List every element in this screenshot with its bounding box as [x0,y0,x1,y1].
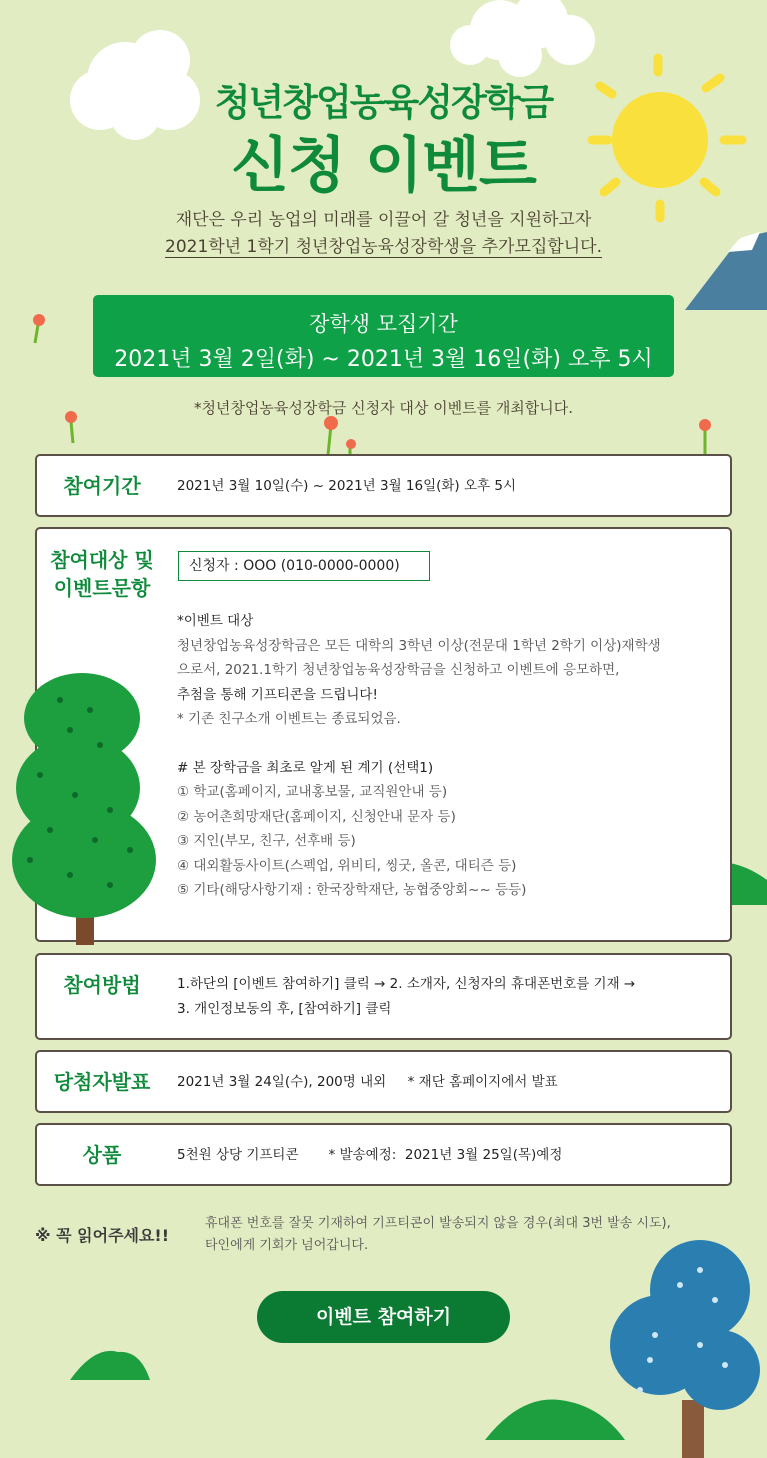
recruit-dates: 2021년 3월 2일(화) ~ 2021년 3월 16일(화) 오후 5시 [114,347,653,372]
option-3: ③ 지인(부모, 친구, 선후배 등) [177,833,356,849]
intro-line-2: 2021학년 1학기 청년창업농육성장학생을 추가모집합니다. [165,237,602,257]
method-label: 참여방법 [63,973,141,997]
method-line-2: 3. 개인정보동의 후, [참여하기] 클릭 [177,1001,392,1017]
recruit-label: 장학생 모집기간 [309,312,458,336]
warning-line-2: 타인에게 기회가 넘어갑니다. [205,1238,369,1253]
warning-text [205,1213,671,1257]
winners-label: 당첨자발표 [53,1070,151,1094]
option-2: ② 농어촌희망재단(홈페이지, 신청안내 문자 등) [177,808,456,825]
recruit-period-box [93,295,674,377]
option-1: ① 학교(홈페이지, 교내홍보물, 교직원안내 등) [177,784,448,800]
card-period [35,454,732,517]
period-label: 참여기간 [63,474,141,498]
bush-bottom-center [485,1400,625,1441]
target-line-2: 으로서, 2021.1학기 청년창업농육성장학금을 신청하고 이벤트에 응모하면, [177,662,620,678]
bush-bottom-left [70,1351,150,1380]
prize-label: 상품 [82,1143,122,1167]
prize-text: 5천원 상당 기프티콘 * 발송예정: 2021년 3월 25일(목)예정 [177,1147,563,1163]
page-subtitle: 신청 이벤트 [231,131,536,201]
period-text: 2021년 3월 10일(수) ~ 2021년 3월 16일(화) 오후 5시 [177,478,516,494]
card-winners [35,1050,732,1113]
participate-button[interactable]: 이벤트 참여하기 [257,1291,510,1343]
winners-text: 2021년 3월 24일(수), 200명 내외 * 재단 홈페이지에서 발표 [177,1074,558,1090]
target-label-2: 이벤트문항 [53,576,151,600]
tree-green [0,670,170,945]
warning-line-1: 휴대폰 번호를 잘못 기재하여 기프티콘이 발송되지 않을 경우(최대 3번 발송 시도), [205,1216,671,1231]
event-note: *청년창업농육성장학금 신청자 대상 이벤트를 개최합니다. [193,399,574,417]
page-title: 청년창업농육성장학금 [214,81,553,124]
target-label-1: 참여대상 및 [50,548,154,572]
warning-title: ※ 꼭 읽어주세요!! [35,1226,170,1245]
card-method [35,953,732,1040]
tree-blue [610,1240,760,1410]
intro-line-1: 재단은 우리 농업의 미래를 이끌어 갈 청년을 지원하고자 [175,210,592,230]
option-4: ④ 대외활동사이트(스펙업, 위비티, 씽굿, 올콘, 대티즌 등) [177,857,517,874]
applicant-example: 신청자 : OOO (010-0000-0000) [178,551,430,581]
target-line-4: * 기존 친구소개 이벤트는 종료되었음. [177,711,401,727]
target-line-3: 추첨을 통해 기프티콘을 드립니다! [177,686,378,703]
card-prize [35,1123,732,1186]
target-line-1: 청년창업농육성장학금은 모든 대학의 3학년 이상(전문대 1학년 2학기 이상)재학생 [177,637,661,654]
method-line-1: 1.하단의 [이벤트 참여하기] 클릭 → 2. 소개자, 신청자의 휴대폰번호를 기재 → [177,976,636,992]
option-5: ⑤ 기타(해당사항기재 : 한국장학재단, 농협중앙회~~ 등등) [177,882,527,898]
question-title: # 본 장학금을 최초로 알게 된 계기 (선택1) [177,759,434,776]
cloud-top [450,0,595,77]
target-title: *이벤트 대상 [177,613,254,629]
